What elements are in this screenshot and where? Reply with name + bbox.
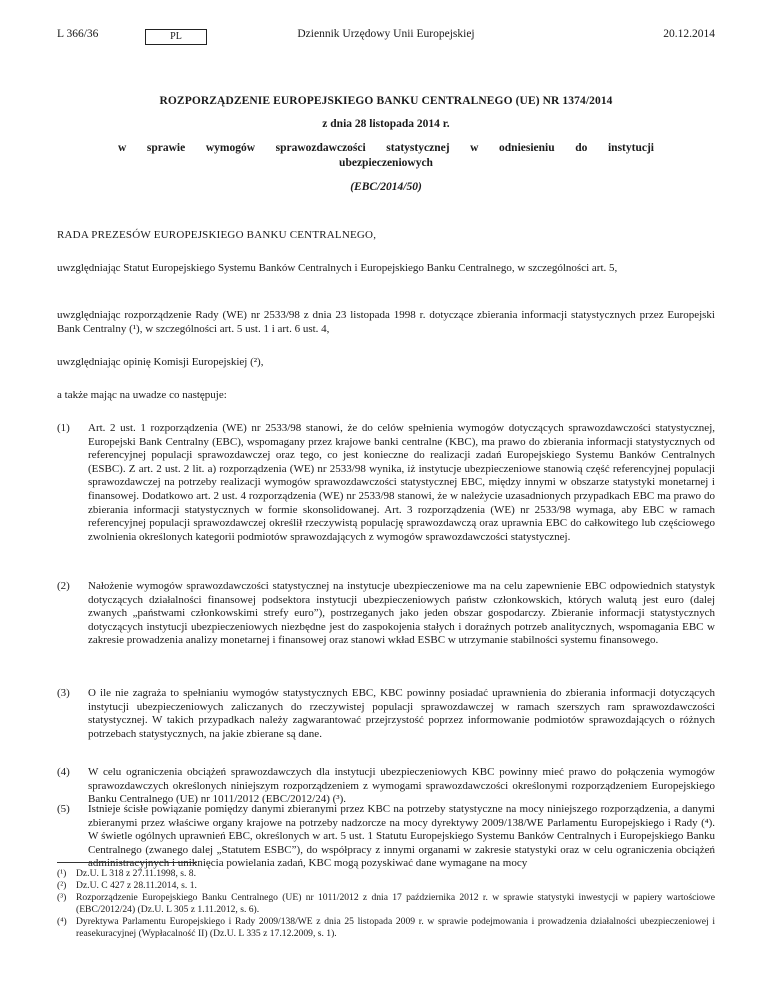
footnote-mark: (²) bbox=[57, 880, 67, 891]
recital-text: W celu ograniczenia obciążeń sprawozdawczych dla instytucji ubezpieczeniowych KBC powinny mieć prawo do połączenia wymogów sprawozdawczych określonych niniejszym rozporządzeniem z wymogami sprawozdawczości określonymi rozporządzeniem Europejskiego Banku Centralnego (UE) nr 1011/2012 (EBC/2012/24) (³). bbox=[88, 766, 715, 806]
citation-paragraph: uwzględniając rozporządzenie Rady (WE) nr 2533/98 z dnia 23 listopada 1998 r. dotyczące zbierania informacji statystycznych przez Europejski Bank Centralny (¹), w szczególności art. 5 ust. 1 i art. 6 ust. 4, bbox=[57, 309, 715, 335]
footnote-text: Dz.U. L 318 z 27.11.1998, s. 8. bbox=[76, 868, 196, 879]
regulation-scope: w sprawie wymogów sprawozdawczości statystycznej w odniesieniu do instytucji ubezpieczeniowych bbox=[118, 142, 654, 169]
recital-text: Art. 2 ust. 1 rozporządzenia (WE) nr 2533/98 stanowi, że do celów spełnienia wymogów dotyczących sprawozdawczości statystycznej, Europejski Bank Centralny (EBC), wspomagany przez krajowe banki centralne (KBC), ma prawo do zbierania informacji statystycznych od referencyjnej populacji sprawozdawczej oraz tego, co jest konieczne do realizacji zadań Europejskiego Systemu Banków Centralnych (ESBC). Z art. 2 ust. 2 lit. a) rozporządzenia (WE) nr 2533/98 wynika, iż instytucje ubezpieczeniowe stanowią część referencyjnej populacji sprawozdawczej na potrzeby realizacji wymogów sprawozdawczości statystycznej EBC, między innymi w obszarze statystyki monetarnej i finansowej. Dodatkowo art. 2 ust. 4 rozporządzenia (WE) nr 2533/98 stanowi, że w należycie uzasadnionych przypadkach EBC ma prawo do zbierania informacji statystycznych w formie skonsolidowanej. Art. 3 rozporządzenia (WE) nr 2533/98 wymaga, aby EBC w ramach referencyjnej populacji sprawozdawczej określił rzeczywistą populację sprawozdawczą oraz uprawnia EBC do całkowitego lub częściowego zwolnienia określonych kategorii podmiotów sprawozdających z wymogów sprawozdawczości statystycznej. bbox=[88, 422, 715, 543]
journal-name: Dziennik Urzędowy Unii Europejskiej bbox=[297, 28, 475, 40]
citation-paragraph: uwzględniając opinię Komisji Europejskiej (²), bbox=[57, 356, 264, 368]
footnote-text: Rozporządzenie Europejskiego Banku Centralnego (UE) nr 1011/2012 z dnia 17 października 2012 r. w sprawie statystyki inwestycji w papiery wartościowe (EBC/2012/24) (Dz.U. L 305 z 1.11.2012, s. 6). bbox=[76, 892, 715, 915]
recital-text: Nałożenie wymogów sprawozdawczości statystycznej na instytucje ubezpieczeniowe ma na celu zapewnienie EBC odpowiednich statystyk dotyczących działalności finansowej podsektora instytucji ubezpieczeniowych państw członkowskich, których walutą jest euro (dalej zwanych „państwami członkowskimi strefy euro”), postrzeganych jako jeden obszar gospodarczy. Zbieranie informacji statystycznych dotyczących instytucji ubezpieczeniowych niezbędne jest do zaspokojenia stałych i doraźnych potrzeb analitycznych, wspomagania EBC w zakresie prowadzenia analizy monetarnej i finansowej oraz stanowi wkład ESBC w utrzymanie stabilności systemu finansowego. bbox=[88, 580, 715, 647]
footnote-text: Dyrektywa Parlamentu Europejskiego i Rady 2009/138/WE z dnia 25 listopada 2009 r. w sprawie podejmowania i prowadzenia działalności ubezpieczeniowej i reasekuracyjnej (Wypłacalność II) (Dz.U. L 335 z 17.12.2009, s. 1). bbox=[76, 916, 715, 939]
citation-paragraph: uwzględniając Statut Europejskiego Systemu Banków Centralnych i Europejskiego Banku Centralnego, w szczególności art. 5, bbox=[57, 262, 618, 274]
footnote-text: Dz.U. C 427 z 28.11.2014, s. 1. bbox=[76, 880, 197, 891]
recital-text: O ile nie zagraża to spełnianiu wymogów statystycznych EBC, KBC powinny posiadać uprawnienia do zbierania informacji dotyczących instytucji ubezpieczeniowych zaliczanych do rzeczywistej populacji sprawozdawczej w ramach szerszych ram sprawozdawczości statystycznej. W takich przypadkach należy zagwarantować przejrzystość poprzez informowanie podmiotów sprawozdających o różnych potrzebach statystycznych, na jakie zbierane są dane. bbox=[88, 687, 715, 740]
recital-text: Istnieje ścisłe powiązanie pomiędzy danymi zbieranymi przez KBC na potrzeby statystyczne na mocy niniejszego rozporządzenia, a danymi zbieranymi przez właściwe organy krajowe na potrzeby nadzorcze na mocy dyrektywy 2009/138/WE Parlamentu Europejskiego i Rady (⁴). W świetle ogólnych uprawnień EBC, określonych w art. 5 ust. 1 Statutu Europejskiego Systemu Banków Centralnych i Europejskiego Banku Centralnego (zwanego dalej „Statutem ESBC”), do współpracy z innymi organami w zakresie statystyki oraz w celu ograniczenia obciążeń administracyjnych i uniknięcia powielania zadań, KBC mogą pozyskiwać dane wymagane na mocy bbox=[88, 803, 715, 870]
footnote-mark: (¹) bbox=[57, 868, 67, 879]
footnote-mark: (⁴) bbox=[57, 916, 67, 927]
page-header bbox=[57, 28, 715, 48]
recital-number: (4) bbox=[57, 766, 70, 778]
publication-date: 20.12.2014 bbox=[663, 28, 715, 40]
citation-paragraph: a także mając na uwadze co następuje: bbox=[57, 389, 227, 401]
recital-number: (1) bbox=[57, 422, 70, 434]
council-heading: RADA PREZESÓW EUROPEJSKIEGO BANKU CENTRALNEGO, bbox=[57, 229, 377, 241]
regulation-code: (EBC/2014/50) bbox=[350, 181, 422, 193]
footnote-mark: (³) bbox=[57, 892, 67, 903]
recital-number: (5) bbox=[57, 803, 70, 815]
footnote-divider bbox=[57, 862, 197, 863]
regulation-date: z dnia 28 listopada 2014 r. bbox=[322, 118, 450, 130]
recital-number: (2) bbox=[57, 580, 70, 592]
regulation-title: ROZPORZĄDZENIE EUROPEJSKIEGO BANKU CENTRALNEGO (UE) NR 1374/2014 bbox=[159, 95, 613, 107]
recital-number: (3) bbox=[57, 687, 70, 699]
language-badge: PL bbox=[145, 29, 207, 45]
page-reference: L 366/36 bbox=[57, 28, 99, 40]
